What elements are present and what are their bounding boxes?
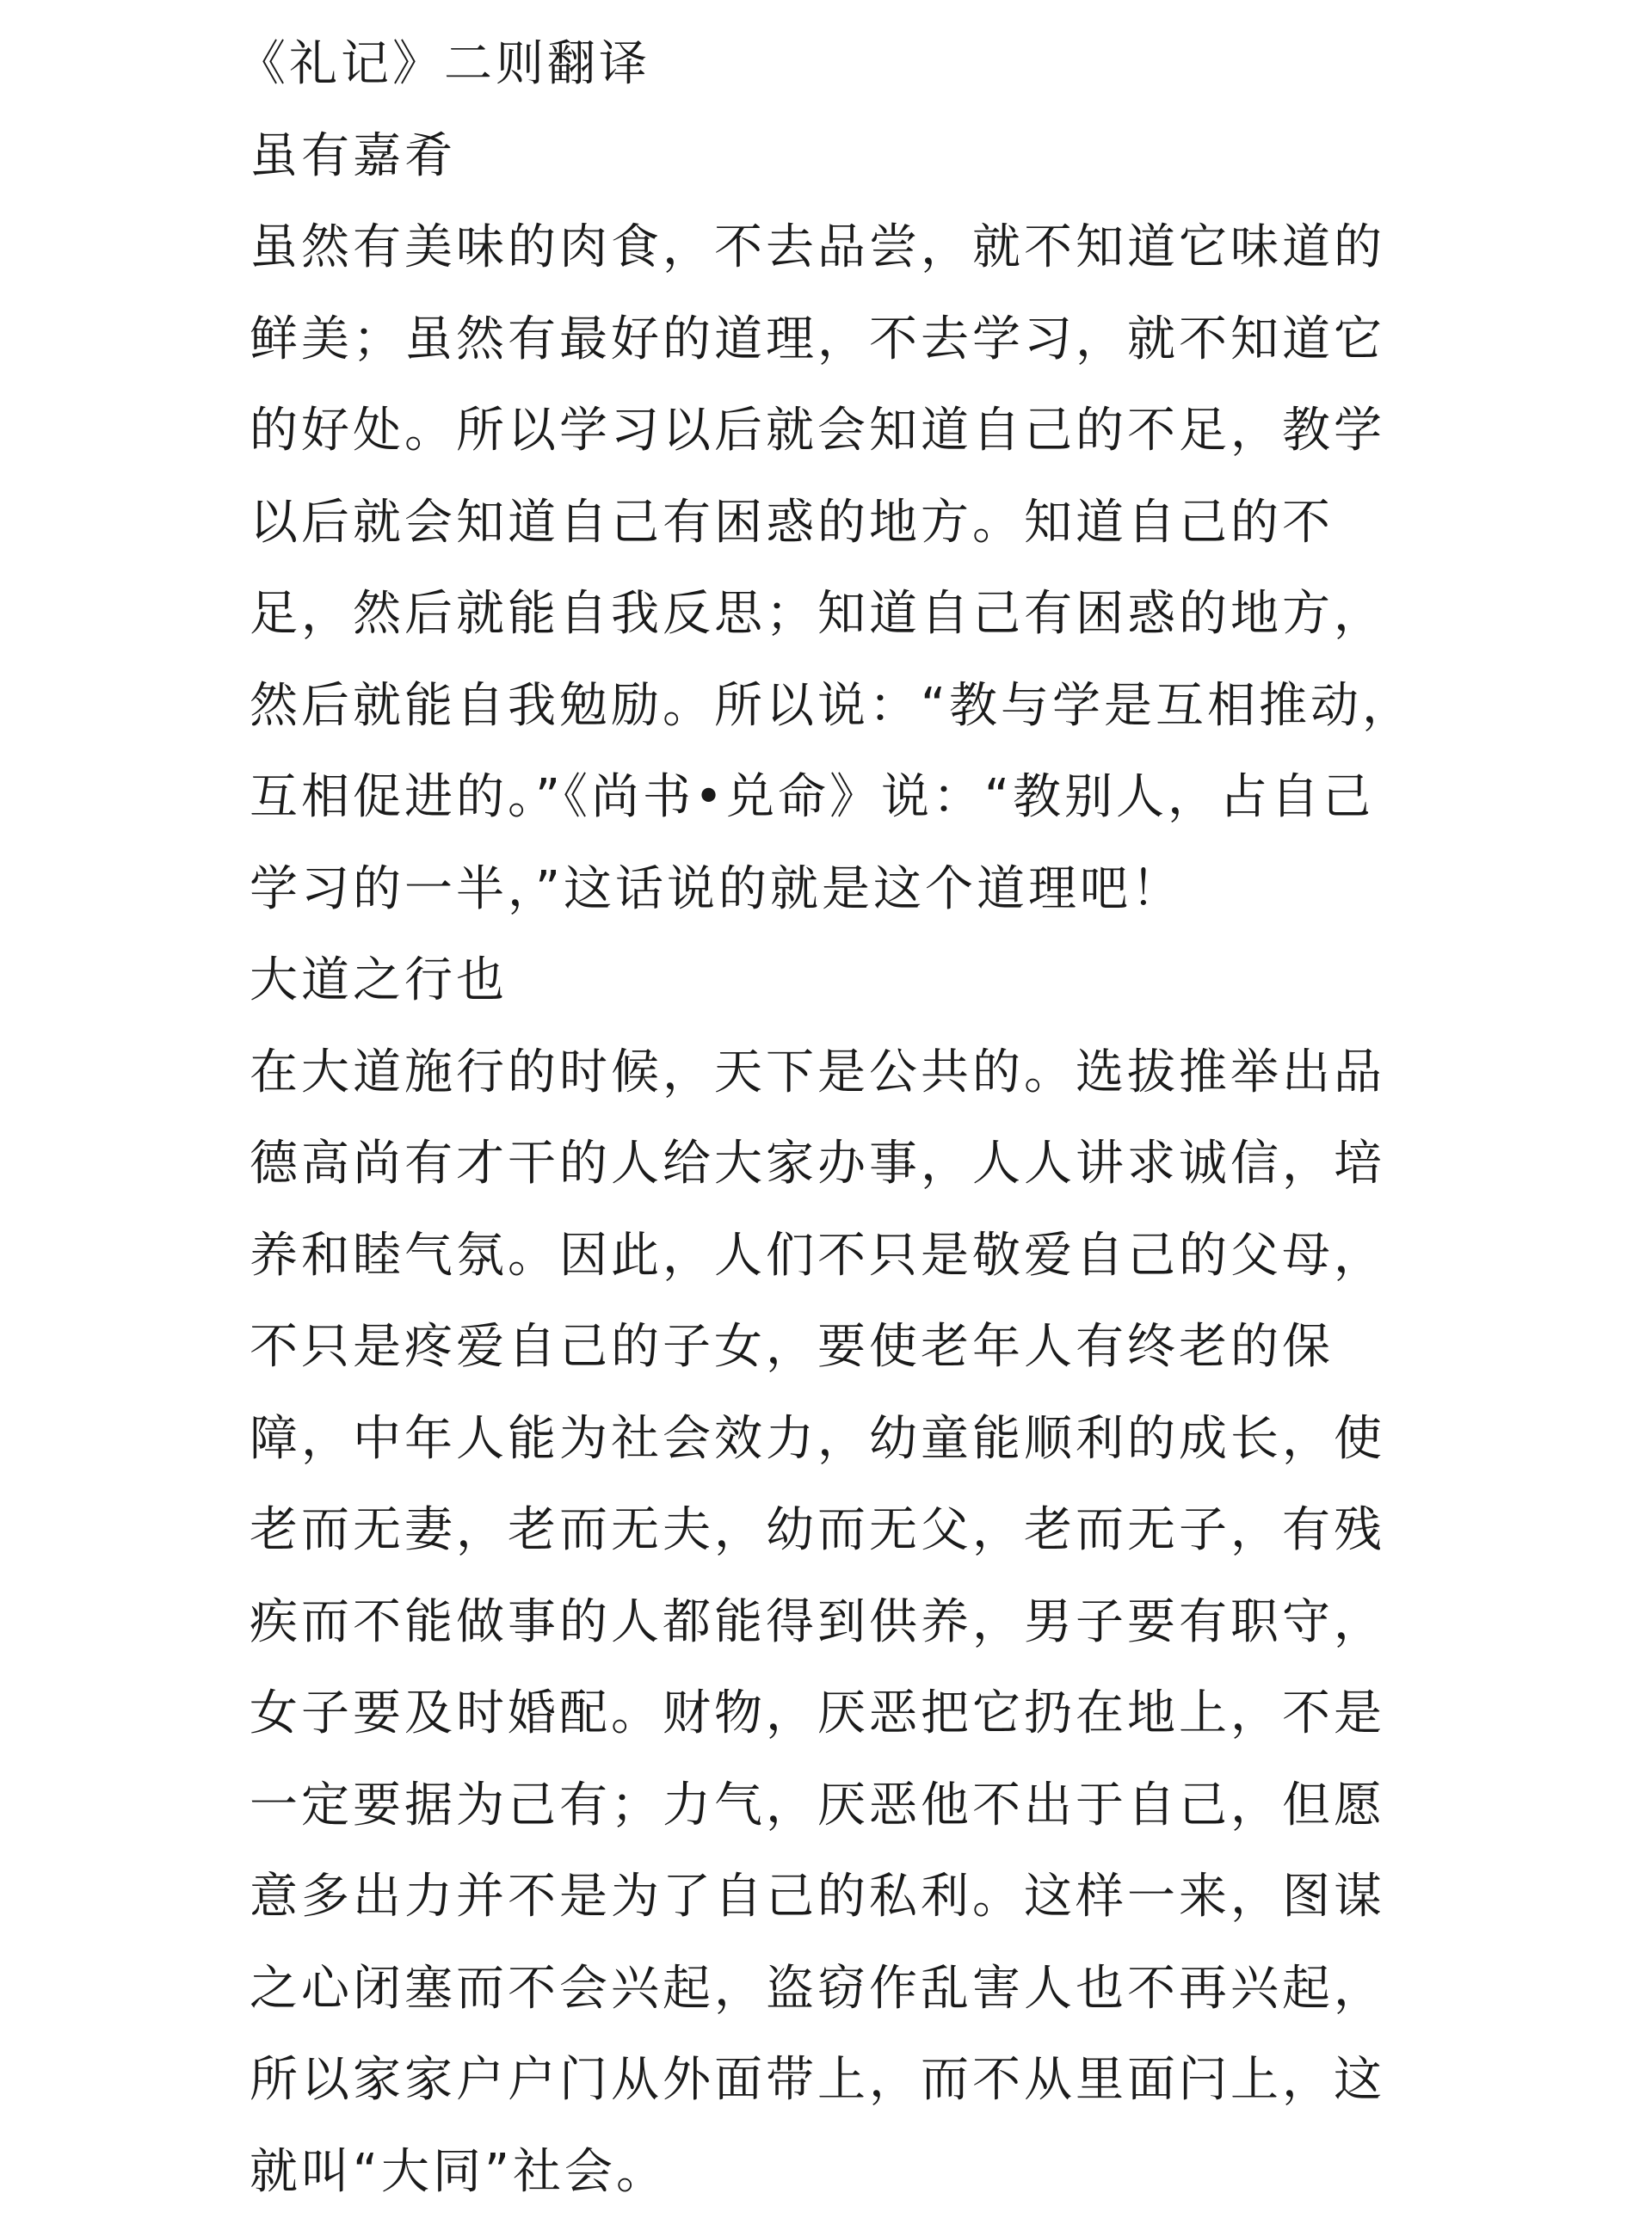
paragraph-line: 不只是疼爱自己的子女，要使老年人有终老的保 bbox=[250, 1302, 1454, 1394]
paragraph-line: 虽然有美味的肉食，不去品尝，就不知道它味道的 bbox=[250, 202, 1454, 294]
paragraph-line: 的好处。所以学习以后就会知道自己的不足，教学 bbox=[250, 385, 1454, 477]
paragraph-line: 女子要及时婚配。财物，厌恶把它扔在地上，不是 bbox=[250, 1668, 1454, 1760]
document bbox=[250, 19, 1454, 2218]
section-heading: 大道之行也 bbox=[250, 935, 1454, 1027]
document-title: 《礼记》二则翻译 bbox=[237, 19, 1454, 111]
paragraph-line: 鲜美；虽然有最好的道理，不去学习，就不知道它 bbox=[250, 294, 1454, 386]
section-heading: 虽有嘉肴 bbox=[250, 111, 1454, 203]
paragraph-line: 意多出力并不是为了自己的私利。这样一来，图谋 bbox=[250, 1851, 1454, 1944]
paragraph-line: 德高尚有才干的人给大家办事，人人讲求诚信，培 bbox=[250, 1118, 1454, 1211]
paragraph-line: 养和睦气氛。因此，人们不只是敬爱自己的父母， bbox=[250, 1211, 1454, 1303]
paragraph-line: 疾而不能做事的人都能得到供养，男子要有职守， bbox=[250, 1577, 1454, 1669]
paragraph-line: 然后就能自我勉励。所以说：“教与学是互相推动， bbox=[250, 661, 1454, 753]
paragraph-line: 足，然后就能自我反思；知道自己有困惑的地方， bbox=[250, 569, 1454, 661]
paragraph-line: 障，中年人能为社会效力，幼童能顺利的成长，使 bbox=[250, 1394, 1454, 1486]
paragraph-line: 之心闭塞而不会兴起，盗窃作乱害人也不再兴起， bbox=[250, 1944, 1454, 2036]
section-2 bbox=[250, 935, 1454, 2218]
paragraph-line: 在大道施行的时候，天下是公共的。选拔推举出品 bbox=[250, 1027, 1454, 1119]
paragraph-line: 学习的一半，”这话说的就是这个道理吧！ bbox=[250, 844, 1454, 936]
paragraph-line: 一定要据为己有；力气，厌恶他不出于自己，但愿 bbox=[250, 1760, 1454, 1852]
paragraph-line: 互相促进的。”《尚书•兑命》说：“教别人，占自己 bbox=[250, 752, 1454, 844]
paragraph-line: 老而无妻，老而无夫，幼而无父，老而无子，有残 bbox=[250, 1485, 1454, 1577]
paragraph-line: 所以家家户户门从外面带上，而不从里面闩上，这 bbox=[250, 2035, 1454, 2127]
paragraph-line: 以后就会知道自己有困惑的地方。知道自己的不 bbox=[250, 477, 1454, 570]
section-1 bbox=[250, 111, 1454, 936]
paragraph-line: 就叫“大同”社会。 bbox=[250, 2127, 1454, 2218]
